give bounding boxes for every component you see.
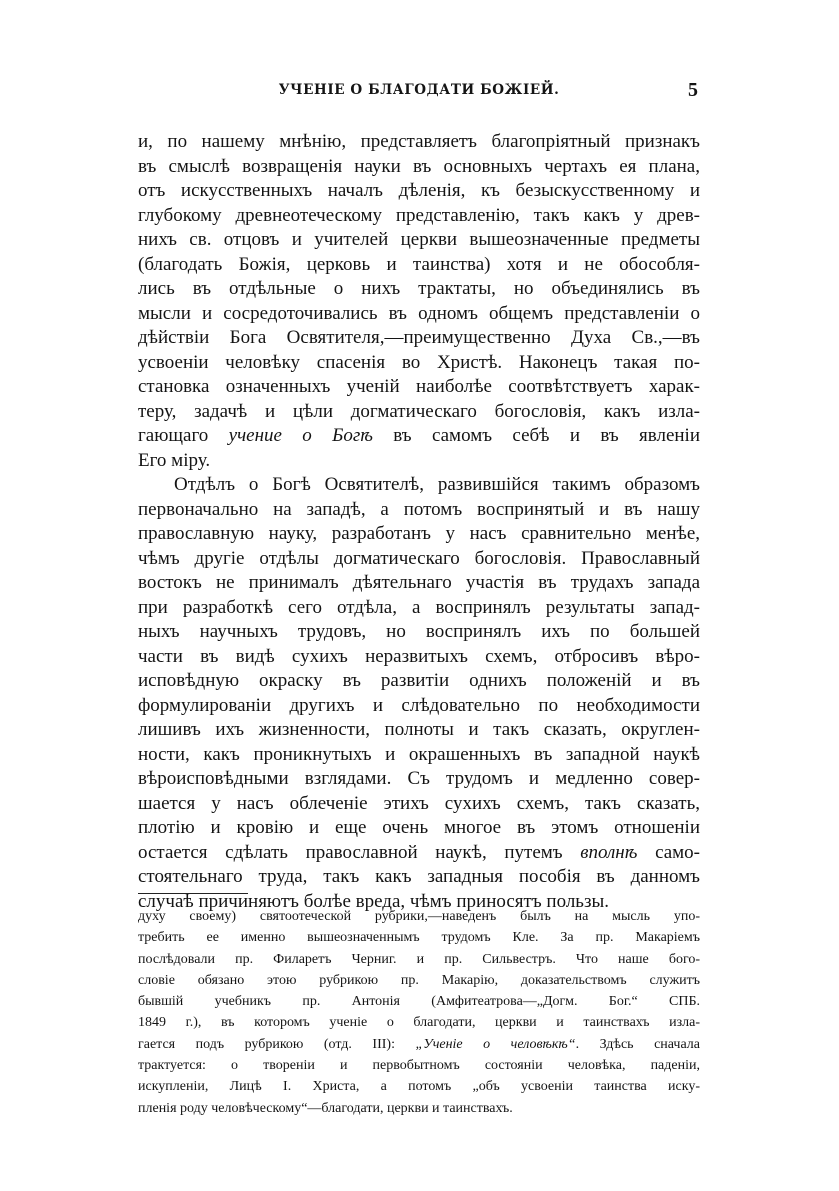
text-segment: само- xyxy=(655,841,701,863)
footnote-line: пленія роду человѣческому“—благодати, церкви и таинствахъ. xyxy=(138,1100,513,1116)
italic-phrase: „Ученіе о человѣкѣ“ xyxy=(415,1036,576,1052)
text-line: и, по нашему мнѣнію, представляетъ благопріятный признакъ xyxy=(138,131,700,152)
footnote-line: словіе обязано этою рубрикою пр. Макарію, доказательствомъ служитъ xyxy=(138,972,700,988)
main-text xyxy=(138,130,700,914)
text-segment: гающаго xyxy=(138,425,209,446)
text-line: отъ искусственныхъ началъ дѣленія, къ безыскусственному и xyxy=(138,180,700,201)
paragraph-first-line: Отдѣлъ о Богѣ Освятителѣ, развившійся такимъ образомъ xyxy=(174,474,700,495)
footnote-line: требить ее именно вышеозначеннымъ трудомъ Кле. За пр. Макаріемъ xyxy=(138,930,700,946)
text-line: усвоеніи человѣку спасенія во Христѣ. Наконецъ такая по- xyxy=(138,351,700,373)
text-line: дѣйствіи Бога Освятителя,—преимущественно Духа Св.,—въ xyxy=(138,327,700,348)
text-line: вѣроисповѣдными взглядами. Съ трудомъ и медленно совер- xyxy=(138,768,700,789)
text-line: православную науку, разработанъ у насъ сравнительно менѣе, xyxy=(138,523,700,544)
italic-word: вполнѣ xyxy=(580,841,638,863)
footnote-line: искупленіи, Лицѣ І. Христа, а потомъ „объ усвоеніи таинства иску- xyxy=(138,1079,700,1095)
text-line: въ смыслѣ возвращенія науки въ основныхъ чертахъ ея плана, xyxy=(138,155,700,177)
text-line-with-italic xyxy=(138,424,700,449)
text-line: ности, какъ проникнутыхъ и окрашенныхъ въ западной наукѣ xyxy=(138,743,700,765)
footnote-line: трактуется: о твореніи и первобытномъ состояніи человѣка, паденіи, xyxy=(138,1058,700,1074)
text-line: ныхъ научныхъ трудовъ, но воспринялъ ихъ по большей xyxy=(138,621,700,642)
text-line: Его міру. xyxy=(138,449,211,471)
text-line: становка означенныхъ ученій наиболѣе соотвѣтствуетъ харак- xyxy=(138,376,700,397)
text-line: части въ видѣ сухихъ неразвитыхъ схемъ, отбросивъ вѣро- xyxy=(138,645,700,667)
text-line: плотію и кровію и еще очень многое въ этомъ отношеніи xyxy=(138,817,700,838)
text-line: формулированіи другихъ и слѣдовательно по необходимости xyxy=(138,694,700,716)
text-line: востокъ не принималъ дѣятельнаго участія въ трудахъ запада xyxy=(138,572,700,593)
page-header xyxy=(138,79,700,104)
text-line: первоначально на западѣ, а потомъ воспринятый и въ нашу xyxy=(138,498,700,520)
footnote-line-with-italic xyxy=(138,1034,700,1055)
page-number: 5 xyxy=(688,79,698,101)
text-line: теру, задачѣ и цѣли догматическаго богословія, какъ изла- xyxy=(138,400,700,422)
footnote-line: бывшій учебникъ пр. Антонія (Амфитеатрова—„Догм. Бог.“ СПБ. xyxy=(138,994,700,1010)
text-line: чѣмъ другіе отдѣлы догматическаго богословія. Православный xyxy=(138,547,700,569)
text-line: шается у насъ облеченіе этихъ сухихъ схемъ, такъ сказать, xyxy=(138,792,700,814)
footnote-separator xyxy=(138,893,248,894)
text-segment: гается подъ рубрикою (отд. III): xyxy=(138,1036,395,1052)
text-segment: . Здѣсь сначала xyxy=(575,1036,701,1052)
text-line-with-italic xyxy=(138,841,700,866)
footnote-line: 1849 г.), въ которомъ ученіе о благодати, церкви и таинствахъ изла- xyxy=(138,1015,700,1031)
italic-phrase: учение о Богѣ xyxy=(228,425,373,446)
text-line: (благодать Божія, церковь и таинства) хотя и не обособля- xyxy=(138,253,700,275)
footnote-line: послѣдовали пр. Филаретъ Черниг. и пр. Сильвестръ. Что наше бого- xyxy=(138,951,700,967)
text-line: глубокому древнеотеческому представленію, такъ какъ у древ- xyxy=(138,204,700,226)
text-line: мысли и сосредоточивались въ одномъ общемъ представленіи о xyxy=(138,302,700,324)
text-line: стоятельнаго труда, такъ какъ западныя пособія въ данномъ xyxy=(138,866,700,887)
footnote-line: духу своему) святоотеческой рубрики,—наведенъ былъ на мысль упо- xyxy=(138,909,700,924)
footnote xyxy=(138,906,700,1119)
text-segment: въ самомъ себѣ и въ явленіи xyxy=(393,425,700,446)
text-line: лись въ отдѣльные о нихъ трактаты, но объединялись въ xyxy=(138,278,700,299)
text-line: нихъ св. отцовъ и учителей церкви вышеозначенные предметы xyxy=(138,229,700,250)
running-title: УЧЕНІЕ О БЛАГОДАТИ БОЖІЕЙ. xyxy=(278,82,560,98)
text-line: случаѣ причиняютъ болѣе вреда, чѣмъ приносятъ пользы. xyxy=(138,890,609,912)
text-line: исповѣдную окраску въ развитіи однихъ положеній и въ xyxy=(138,670,700,691)
text-segment: остается сдѣлать православной наукѣ, путемъ xyxy=(138,841,563,863)
text-line: при разработкѣ сего отдѣла, а воспринялъ результаты запад- xyxy=(138,596,700,618)
text-line: лишивъ ихъ жизненности, полноты и такъ сказать, округлен- xyxy=(138,719,700,740)
